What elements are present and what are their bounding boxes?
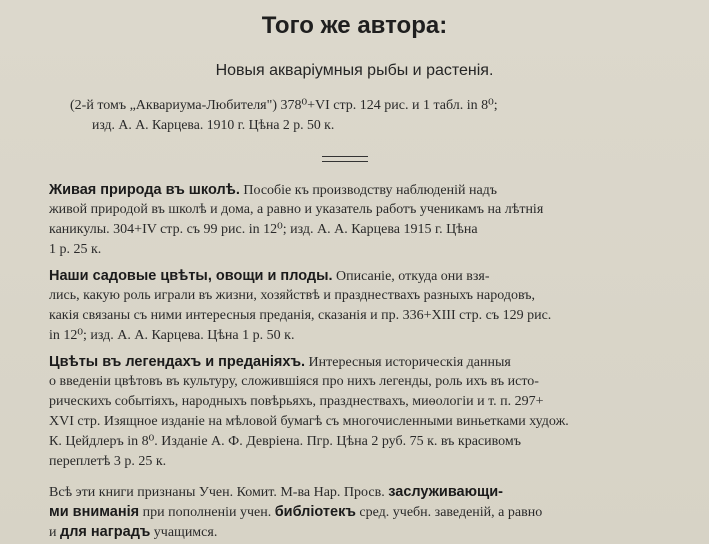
book-entry-living-nature [49,180,657,260]
divider-line-top [322,156,368,157]
book-entry-flowers-legends [49,352,657,472]
book-description-line: XVI стр. Изящное изданіе на мѣловой бумагѣ съ многочисленными виньетками худож. [49,414,569,429]
closing-text: и [49,525,60,540]
book-entry-garden-flowers [49,266,657,346]
book-description: Пособіе къ производству наблюденій надъ [239,183,498,198]
closing-line-1 [49,482,657,502]
book-entry-line [49,266,657,286]
closing-line-3 [49,522,657,542]
book-entry-line [49,352,657,372]
closing-emphasis: для наградъ [60,524,151,540]
closing-text: Всѣ эти книги признаны Учен. Комит. М-ва Нар. Просв. [49,485,389,500]
book-description-line: in 12⁰; изд. А. А. Карцева. Цѣна 1 р. 50 к. [49,328,295,343]
book-description-line: переплетѣ 3 р. 25 к. [49,454,167,469]
page-heading: Того же автора: [261,12,448,39]
book-title: Живая природа въ школѣ. [49,182,240,198]
closing-note [49,482,657,542]
book-entry-line [49,180,657,200]
closing-emphasis: библіотекъ [274,504,356,520]
book-title: Цвѣты въ легендахъ и преданіяхъ. [49,354,306,370]
book-description-line: каникулы. 304+IV стр. съ 99 рис. in 12⁰; изд. А. А. Карцева 1915 г. Цѣна [49,222,478,237]
book-description: Интересныя историческія данныя [305,355,511,370]
book-description-line: К. Цейдлеръ in 8⁰. Изданіе А. Ф. Девріена. Пгр. Цѣна 2 руб. 75 к. въ красивомъ [49,434,521,449]
book-description: Описаніе, откуда они взя- [332,269,490,284]
featured-book-title: Новыя аквaріумныя рыбы и растенія. [215,62,494,79]
book-description-line: живой природой въ школѣ и дома, а равно и указатель работъ ученикамъ на лѣтнія [49,202,544,217]
closing-line-2 [49,502,657,522]
closing-text: учащимся. [150,525,218,540]
book-description-line: какія связаны съ ними интересныя преданія, сказанія и пр. 336+XIII стр. съ 129 рис. [49,308,552,323]
closing-text: сред. учебн. заведеній, а равно [355,505,543,520]
featured-book-info-line-2: изд. А. А. Карцева. 1910 г. Цѣна 2 р. 50 к. [92,118,335,133]
book-description-line: рическихъ событіяхъ, народныхъ повѣрьяхъ, празднествахъ, миѳологіи и т. п. 297+ [49,394,544,409]
featured-book-info-line-1: (2-й томъ „Аквариума-Любителя") 378⁰+VI стр. 124 рис. и 1 табл. in 8⁰; [70,98,498,113]
divider-line-bottom [322,161,368,162]
closing-emphasis: ми вниманія [49,504,140,520]
book-description-line: лись, какую роль играли въ жизни, хозяйствѣ и празднествахъ разныхъ народовъ, [49,288,535,303]
closing-emphasis: заслуживающи- [388,484,503,500]
book-description-line: 1 р. 25 к. [49,242,102,257]
closing-text: при пополненіи учен. [139,505,275,520]
book-description-line: о введеніи цвѣтовъ въ культуру, сложившіяся про нихъ легенды, роль ихъ въ исто- [49,374,539,389]
book-title: Наши садовые цвѣты, овощи и плоды. [49,268,333,284]
